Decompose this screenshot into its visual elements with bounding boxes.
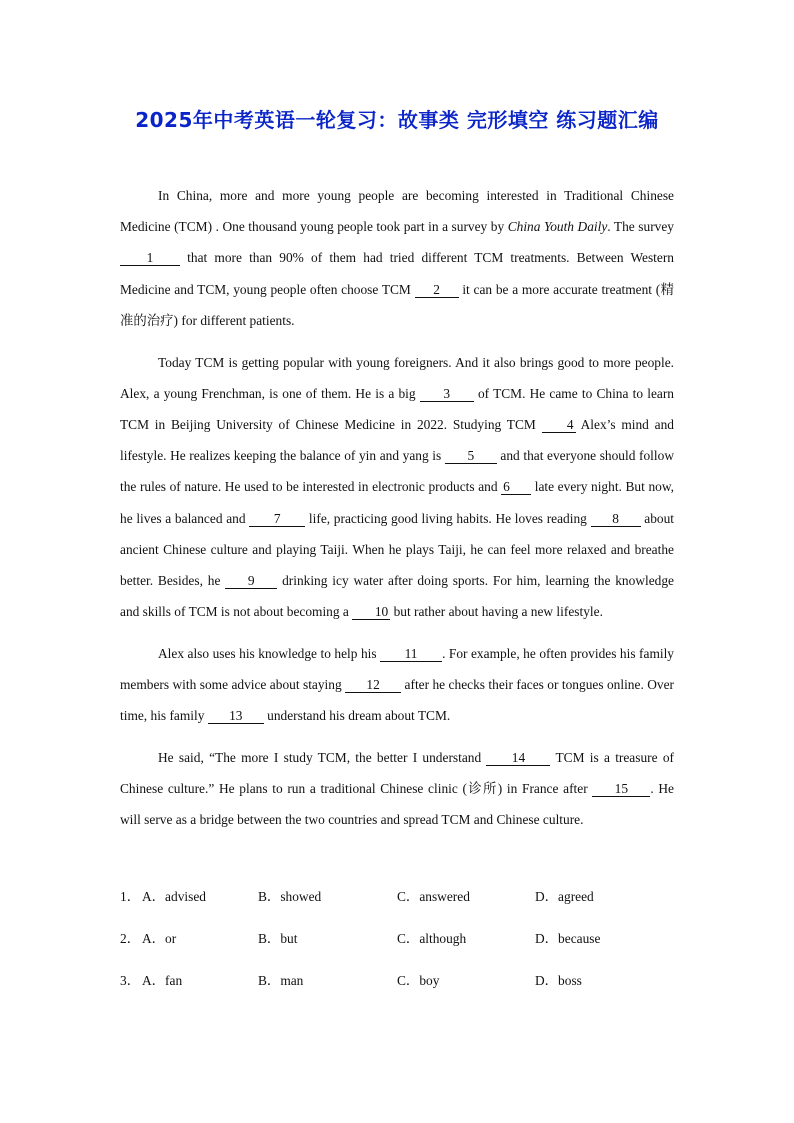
paragraph-1 xyxy=(120,180,674,336)
blank-12: 12 xyxy=(345,677,401,693)
text: understand his dream about TCM. xyxy=(263,708,451,724)
answer-options xyxy=(120,880,680,1006)
question-1-options xyxy=(120,880,680,922)
option-a: A．or xyxy=(142,931,177,946)
paragraph-2 xyxy=(120,347,674,628)
question-2-options xyxy=(120,922,680,964)
text: it can be a more accurate treatment (精准的治疗) for different patients. xyxy=(120,281,674,328)
text: of TCM. He came to China to learn TCM in Beijing University of Chinese Medicine in 2022. Studying TCM xyxy=(120,385,674,432)
blank-5: 5 xyxy=(445,448,497,464)
page-title: 2025年中考英语一轮复习：故事类 完形填空 练习题汇编 xyxy=(135,108,659,132)
blank-9: 9 xyxy=(225,573,277,589)
option-c: C．answered xyxy=(397,889,470,904)
text: . For example, he often provides his family members with some advice about staying xyxy=(120,645,674,693)
blank-4: 4 xyxy=(542,417,576,433)
blank-1: 1 xyxy=(120,250,180,266)
text: late every night. But now, he lives a balanced and xyxy=(120,479,674,526)
text: after he checks their faces or tongues online. Over time, his family xyxy=(120,677,674,724)
text: drinking icy water after doing sports. For him, learning the knowledge and skills of TCM is not about becoming a xyxy=(120,572,674,620)
option-b: B．man xyxy=(258,973,304,988)
blank-10: 10 xyxy=(352,604,390,620)
option-a: A．advised xyxy=(142,889,206,904)
option-c: C．although xyxy=(397,931,467,946)
option-b: B．showed xyxy=(258,889,322,904)
blank-2: 2 xyxy=(415,282,459,298)
blank-11: 11 xyxy=(380,646,442,662)
text: Alex’s mind and lifestyle. He realizes keeping the balance of yin and yang is xyxy=(120,416,674,464)
option-d: D．because xyxy=(535,931,601,946)
option-d: D．boss xyxy=(535,973,582,988)
option-c: C．boy xyxy=(397,973,440,988)
text: . The survey xyxy=(607,219,674,235)
text: . He will serve as a bridge between the two countries and spread TCM and Chinese culture. xyxy=(120,781,674,828)
blank-7: 7 xyxy=(249,511,305,527)
option-a: A．fan xyxy=(142,973,183,988)
text: TCM is a treasure of Chinese culture.” He plans to run a traditional Chinese clinic (诊所) in France after xyxy=(120,749,674,797)
option-b: B．but xyxy=(258,931,298,946)
paragraph-3 xyxy=(120,638,674,732)
text: but rather about having a new lifestyle. xyxy=(390,604,603,620)
question-3-options xyxy=(120,964,680,1006)
text: Alex also uses his knowledge to help his xyxy=(158,645,381,661)
text: about ancient Chinese culture and playing Taiji. When he plays Taiji, he can feel more relaxed and breathe better. Besides, he xyxy=(120,510,675,588)
paragraph-4 xyxy=(120,742,674,836)
text: life, practicing good living habits. He loves reading xyxy=(305,510,591,526)
blank-6: 6 xyxy=(501,479,531,495)
question-number: 3． xyxy=(120,973,141,988)
option-d: D．agreed xyxy=(535,889,594,904)
publication-name: China Youth Daily xyxy=(507,219,608,235)
text: In China, more and more young people are becoming interested in Traditional Chinese Medicine (TCM) . One thousand young people took part in a survey by xyxy=(120,188,674,235)
text: that more than 90% of them had tried different TCM treatments. Between Western Medicine and TCM, young people often choose TCM xyxy=(120,250,674,297)
blank-13: 13 xyxy=(208,708,264,724)
text: Today TCM is getting popular with young foreigners. And it also brings good to more people. Alex, a young Frenchman, is one of them. He is a big xyxy=(120,354,674,401)
text: and that everyone should follow the rules of nature. He used to be interested in electronic products and xyxy=(120,448,674,495)
blank-14: 14 xyxy=(486,750,550,766)
blank-15: 15 xyxy=(592,781,650,797)
blank-8: 8 xyxy=(591,511,641,527)
cloze-passage xyxy=(120,180,674,846)
question-number: 1． xyxy=(120,889,141,904)
question-number: 2． xyxy=(120,931,141,946)
blank-3: 3 xyxy=(420,386,474,402)
text: He said, “The more I study TCM, the better I understand xyxy=(158,749,487,765)
